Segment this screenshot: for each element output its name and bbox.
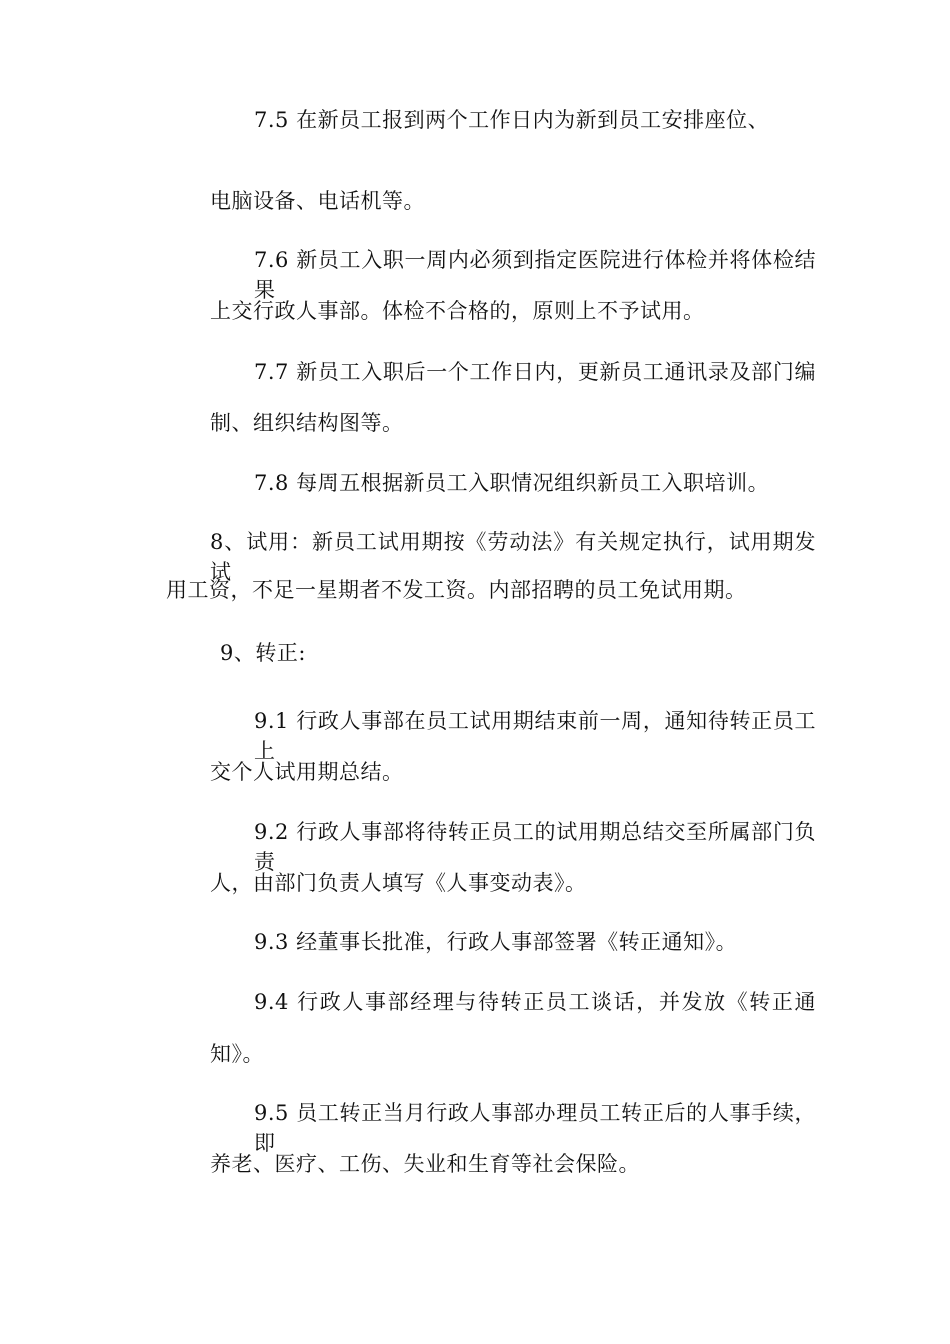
paragraph-7-6-line-2: 上交行政人事部。体检不合格的，原则上不予试用。 bbox=[210, 299, 705, 323]
paragraph-7-7-line-2: 制、组织结构图等。 bbox=[210, 411, 404, 435]
section-9-heading: 9、转正: bbox=[220, 641, 306, 665]
paragraph-7-7-line-1: 7.7 新员工入职后一个工作日内，更新员工通讯录及部门编 bbox=[254, 360, 816, 384]
paragraph-9-2-line-1: 9.2 行政人事部将待转正员工的试用期总结交至所属部门负责 bbox=[254, 820, 816, 874]
paragraph-7-6-line-1: 7.6 新员工入职一周内必须到指定医院进行体检并将体检结果 bbox=[254, 248, 816, 302]
paragraph-9-4-line-1: 9.4 行政人事部经理与待转正员工谈话，并发放《转正通 bbox=[254, 990, 816, 1014]
paragraph-9-1-line-2: 交个人试用期总结。 bbox=[210, 760, 404, 784]
paragraph-7-5-line-2: 电脑设备、电话机等。 bbox=[210, 189, 425, 213]
paragraph-8-line-1: 8、试用：新员工试用期按《劳动法》有关规定执行，试用期发试 bbox=[210, 530, 816, 584]
paragraph-9-5-line-1: 9.5 员工转正当月行政人事部办理员工转正后的人事手续，即 bbox=[254, 1101, 816, 1155]
paragraph-9-4-line-2: 知》。 bbox=[210, 1042, 264, 1066]
paragraph-9-1-line-1: 9.1 行政人事部在员工试用期结束前一周，通知待转正员工上 bbox=[254, 709, 816, 763]
paragraph-7-8: 7.8 每周五根据新员工入职情况组织新员工入职培训。 bbox=[254, 471, 770, 495]
paragraph-7-5-line-1: 7.5 在新员工报到两个工作日内为新到员工安排座位、 bbox=[254, 108, 770, 132]
paragraph-8-line-2: 用工资，不足一星期者不发工资。内部招聘的员工免试用期。 bbox=[166, 578, 747, 602]
paragraph-9-2-line-2: 人，由部门负责人填写《人事变动表》。 bbox=[210, 871, 587, 895]
paragraph-9-5-line-2: 养老、医疗、工伤、失业和生育等社会保险。 bbox=[210, 1152, 640, 1176]
paragraph-9-3: 9.3 经董事长批准，行政人事部签署《转正通知》。 bbox=[254, 930, 738, 954]
